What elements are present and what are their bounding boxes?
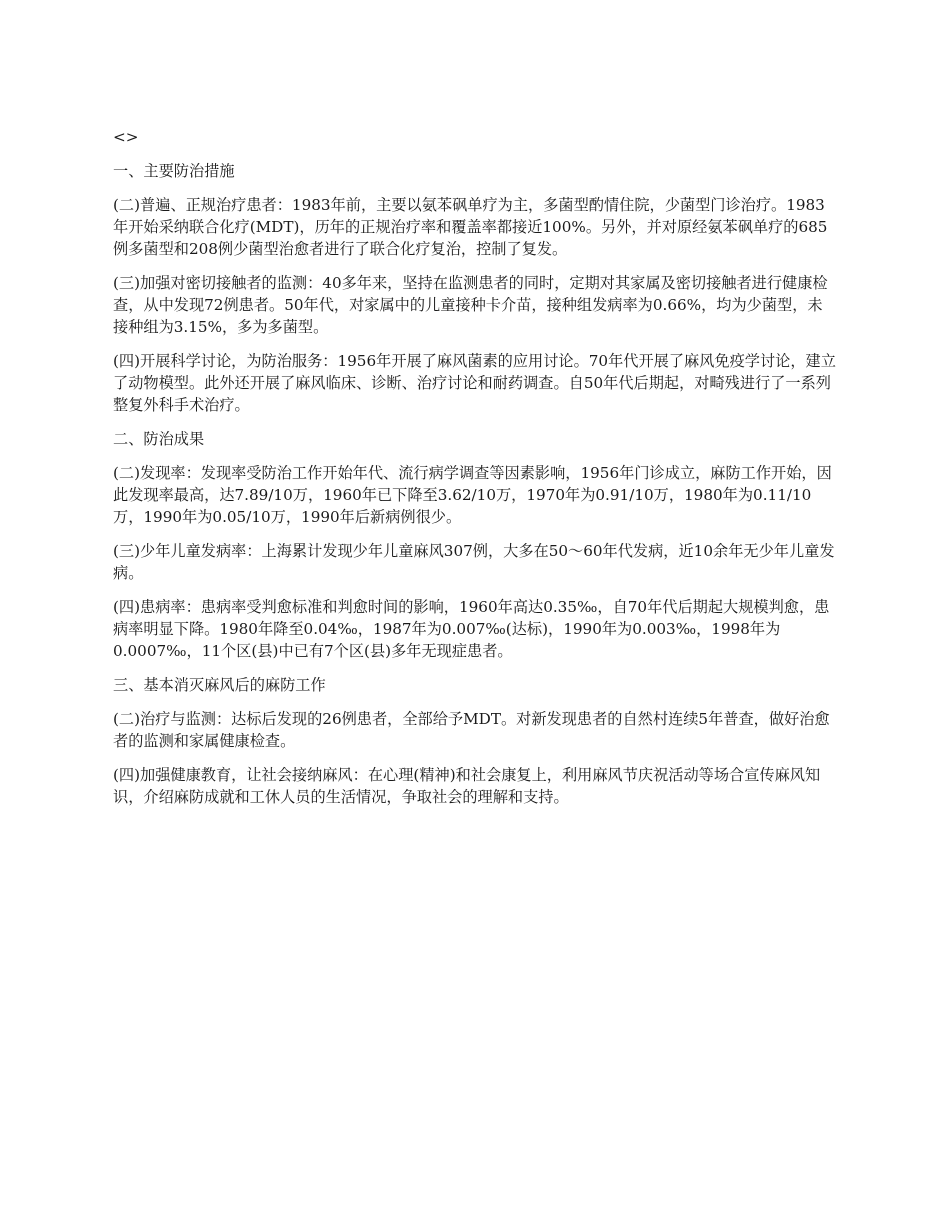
document-marker: <>: [113, 128, 139, 146]
paragraph: (二)普遍、正规治疗患者：1983年前，主要以氨苯砜单疗为主，多菌型酌情住院，少菌型门诊治疗。1983年开始采纳联合化疗(MDT)，历年的正规治疗率和覆盖率都接近100%。另外，并对原经氨苯砜单疗的685例多菌型和208例少菌型治愈者进行了联合化疗复治，控制了复发。: [113, 196, 828, 258]
paragraph: (四)患病率：患病率受判愈标准和判愈时间的影响，1960年高达0.35‰，自70年代后期起大规模判愈，患病率明显下降。1980年降至0.04‰，1987年为0.007‰(达标)，1990年为0.003‰，1998年为0.0007‰，11个区(县)中已有7个区(县)多年无现症患者。: [113, 598, 830, 660]
paragraph: (四)开展科学讨论，为防治服务：1956年开展了麻风菌素的应用讨论。70年代开展了麻风免疫学讨论，建立了动物模型。此外还开展了麻风临床、诊断、治疗讨论和耐药调查。自50年代后期起，对畸残进行了一系列整复外科手术治疗。: [113, 352, 836, 414]
document-body: [113, 126, 837, 820]
paragraph: (三)加强对密切接触者的监测：40多年来，坚持在监测患者的同时，定期对其家属及密切接触者进行健康检查，从中发现72例患者。50年代，对家属中的儿童接种卡介苗，接种组发病率为0.66%，均为少菌型，未接种组为3.15%，多为多菌型。: [113, 274, 828, 336]
paragraph: (二)治疗与监测：达标后发现的26例患者，全部给予MDT。对新发现患者的自然村连续5年普查，做好治愈者的监测和家属健康检查。: [113, 710, 830, 750]
paragraph: (三)少年儿童发病率：上海累计发现少年儿童麻风307例，大多在50～60年代发病，近10余年无少年儿童发病。: [113, 542, 835, 582]
section-heading-prevention-measures: 一、主要防治措施: [113, 162, 235, 180]
section-heading-prevention-results: 二、防治成果: [113, 430, 205, 448]
paragraph: (四)加强健康教育，让社会接纳麻风：在心理(精神)和社会康复上，利用麻风节庆祝活动等场合宣传麻风知识，介绍麻防成就和工休人员的生活情况，争取社会的理解和支持。: [113, 766, 821, 806]
section-heading-post-elimination-work: 三、基本消灭麻风后的麻防工作: [113, 676, 326, 694]
paragraph: (二)发现率：发现率受防治工作开始年代、流行病学调查等因素影响，1956年门诊成立，麻防工作开始，因此发现率最高，达7.89/10万，1960年已下降至3.62/10万，1970年为0.91/10万，1980年为0.11/10万，1990年为0.05/10万，1990年后新病例很少。: [113, 464, 832, 526]
